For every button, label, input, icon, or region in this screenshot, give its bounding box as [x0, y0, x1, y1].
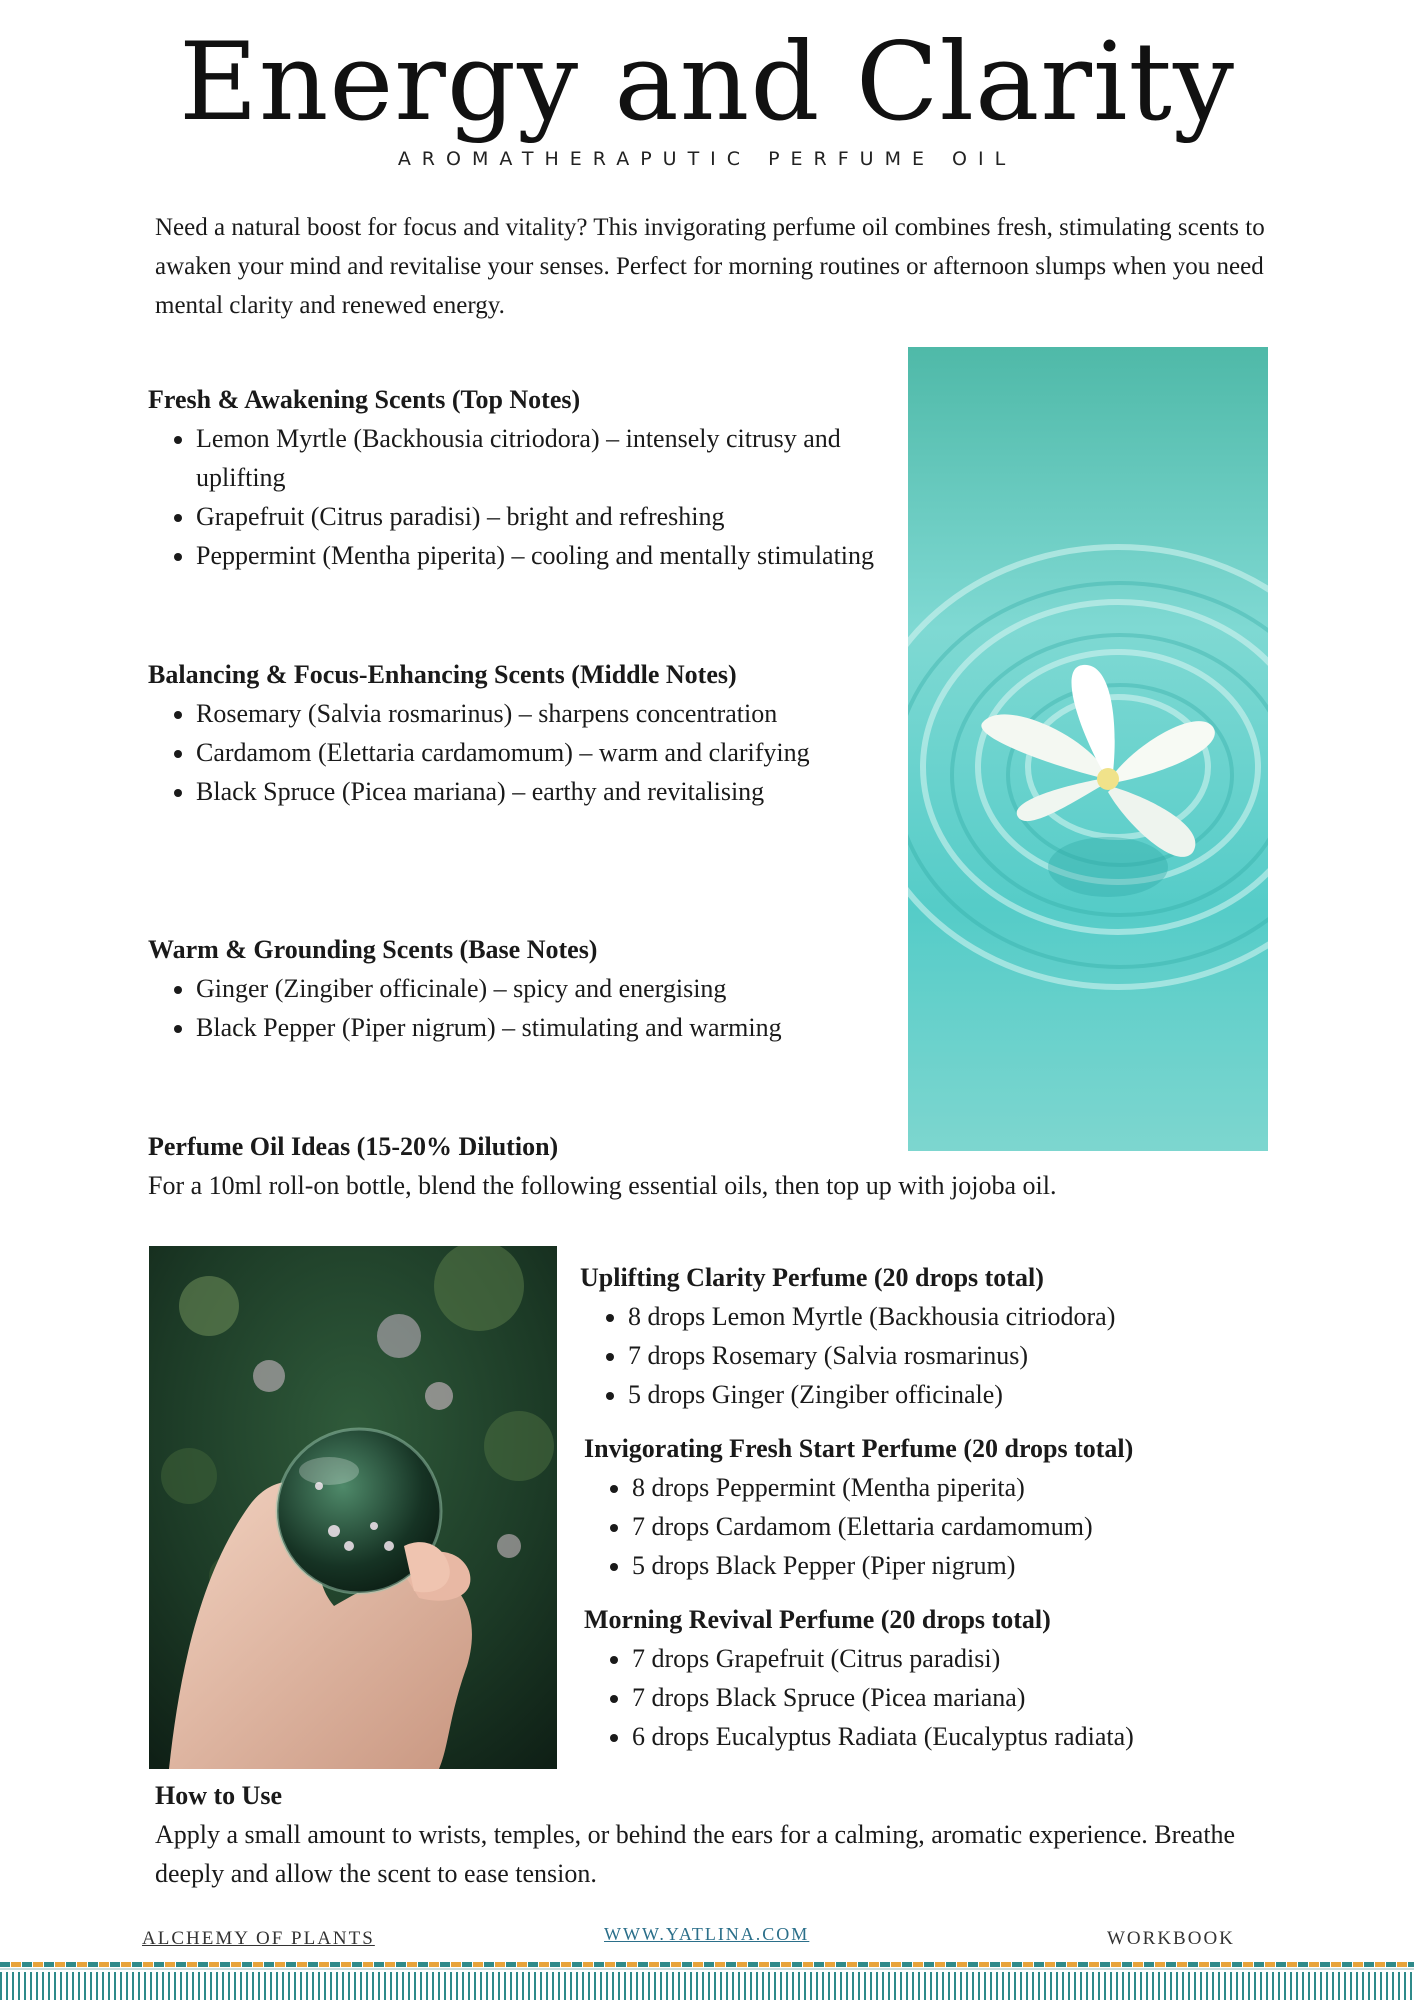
ideas-text: For a 10ml roll-on bottle, blend the following essential oils, then top up with jojoba oil. [148, 1171, 1057, 1200]
blend-invigorating-fresh-start [584, 1429, 1284, 1585]
list-item: • 8 drops Lemon Myrtle (Backhousia citriodora) [628, 1297, 1280, 1336]
list-item: • 5 drops Black Pepper (Piper nigrum) [632, 1546, 1284, 1585]
blend-list [584, 1468, 1284, 1585]
middle-notes-section [148, 655, 888, 811]
footer-workbook-label: WORKBOOK [1107, 1928, 1235, 1949]
blend-morning-revival [584, 1600, 1284, 1756]
list-item: • Peppermint (Mentha piperita) – cooling and mentally stimulating [196, 536, 888, 575]
perfume-ideas-section [148, 1127, 1278, 1205]
list-item: • 7 drops Grapefruit (Citrus paradisi) [632, 1639, 1284, 1678]
list-item: • 8 drops Peppermint (Mentha piperita) [632, 1468, 1284, 1507]
footer-brand-link[interactable]: ALCHEMY OF PLANTS [142, 1928, 375, 1949]
list-item: • Lemon Myrtle (Backhousia citriodora) – intensely citrusy and uplifting [196, 419, 888, 497]
list-item: • Grapefruit (Citrus paradisi) – bright and refreshing [196, 497, 888, 536]
section-heading: Balancing & Focus-Enhancing Scents (Middle Notes) [148, 660, 737, 689]
list-item: • Rosemary (Salvia rosmarinus) – sharpens concentration [196, 694, 888, 733]
water-flower-image [908, 347, 1268, 1151]
blend-uplifting-clarity [580, 1258, 1280, 1414]
footer-website-link[interactable]: WWW.YATLINA.COM [604, 1924, 810, 1944]
note-list [148, 419, 888, 575]
section-heading: Warm & Grounding Scents (Base Notes) [148, 935, 598, 964]
blend-heading: Uplifting Clarity Perfume (20 drops total) [580, 1263, 1044, 1292]
note-list [148, 694, 888, 811]
decorative-border [0, 1962, 1414, 2000]
section-heading: How to Use [155, 1781, 283, 1810]
list-item: • 7 drops Cardamom (Elettaria cardamomum) [632, 1507, 1284, 1546]
blend-list [584, 1639, 1284, 1756]
base-notes-section [148, 930, 888, 1047]
page-subtitle: AROMATHERAPUTIC PERFUME OIL [397, 148, 1017, 170]
intro-paragraph: Need a natural boost for focus and vitality? This invigorating perfume oil combines fresh, stimulating scents to awaken your mind and revitalise your senses. Perfect for morning routines or afternoon slumps when you need mental clarity and renewed energy. [155, 214, 1265, 319]
blend-heading: Invigorating Fresh Start Perfume (20 drops total) [584, 1434, 1134, 1463]
list-item: • Black Pepper (Piper nigrum) – stimulating and warming [196, 1008, 888, 1047]
list-item: • 7 drops Rosemary (Salvia rosmarinus) [628, 1336, 1280, 1375]
how-to-use-section [155, 1776, 1265, 1893]
list-item: • 5 drops Ginger (Zingiber officinale) [628, 1375, 1280, 1414]
how-to-use-text: Apply a small amount to wrists, temples, or behind the ears for a calming, aromatic experience. Breathe deeply and allow the scent to ease tension. [155, 1820, 1236, 1888]
page-title: Energy and Clarity [179, 20, 1235, 145]
list-item: • Ginger (Zingiber officinale) – spicy and energising [196, 969, 888, 1008]
list-item: • Cardamom (Elettaria cardamomum) – warm and clarifying [196, 733, 888, 772]
list-item: • 7 drops Black Spruce (Picea mariana) [632, 1678, 1284, 1717]
section-heading: Fresh & Awakening Scents (Top Notes) [148, 385, 581, 414]
blend-list [580, 1297, 1280, 1414]
note-list [148, 969, 888, 1047]
top-notes-section [148, 380, 888, 575]
section-heading: Perfume Oil Ideas (15-20% Dilution) [148, 1132, 559, 1161]
crystal-ball-image [149, 1246, 557, 1769]
blend-heading: Morning Revival Perfume (20 drops total) [584, 1605, 1051, 1634]
list-item: • Black Spruce (Picea mariana) – earthy and revitalising [196, 772, 888, 811]
list-item: • 6 drops Eucalyptus Radiata (Eucalyptus radiata) [632, 1717, 1284, 1756]
